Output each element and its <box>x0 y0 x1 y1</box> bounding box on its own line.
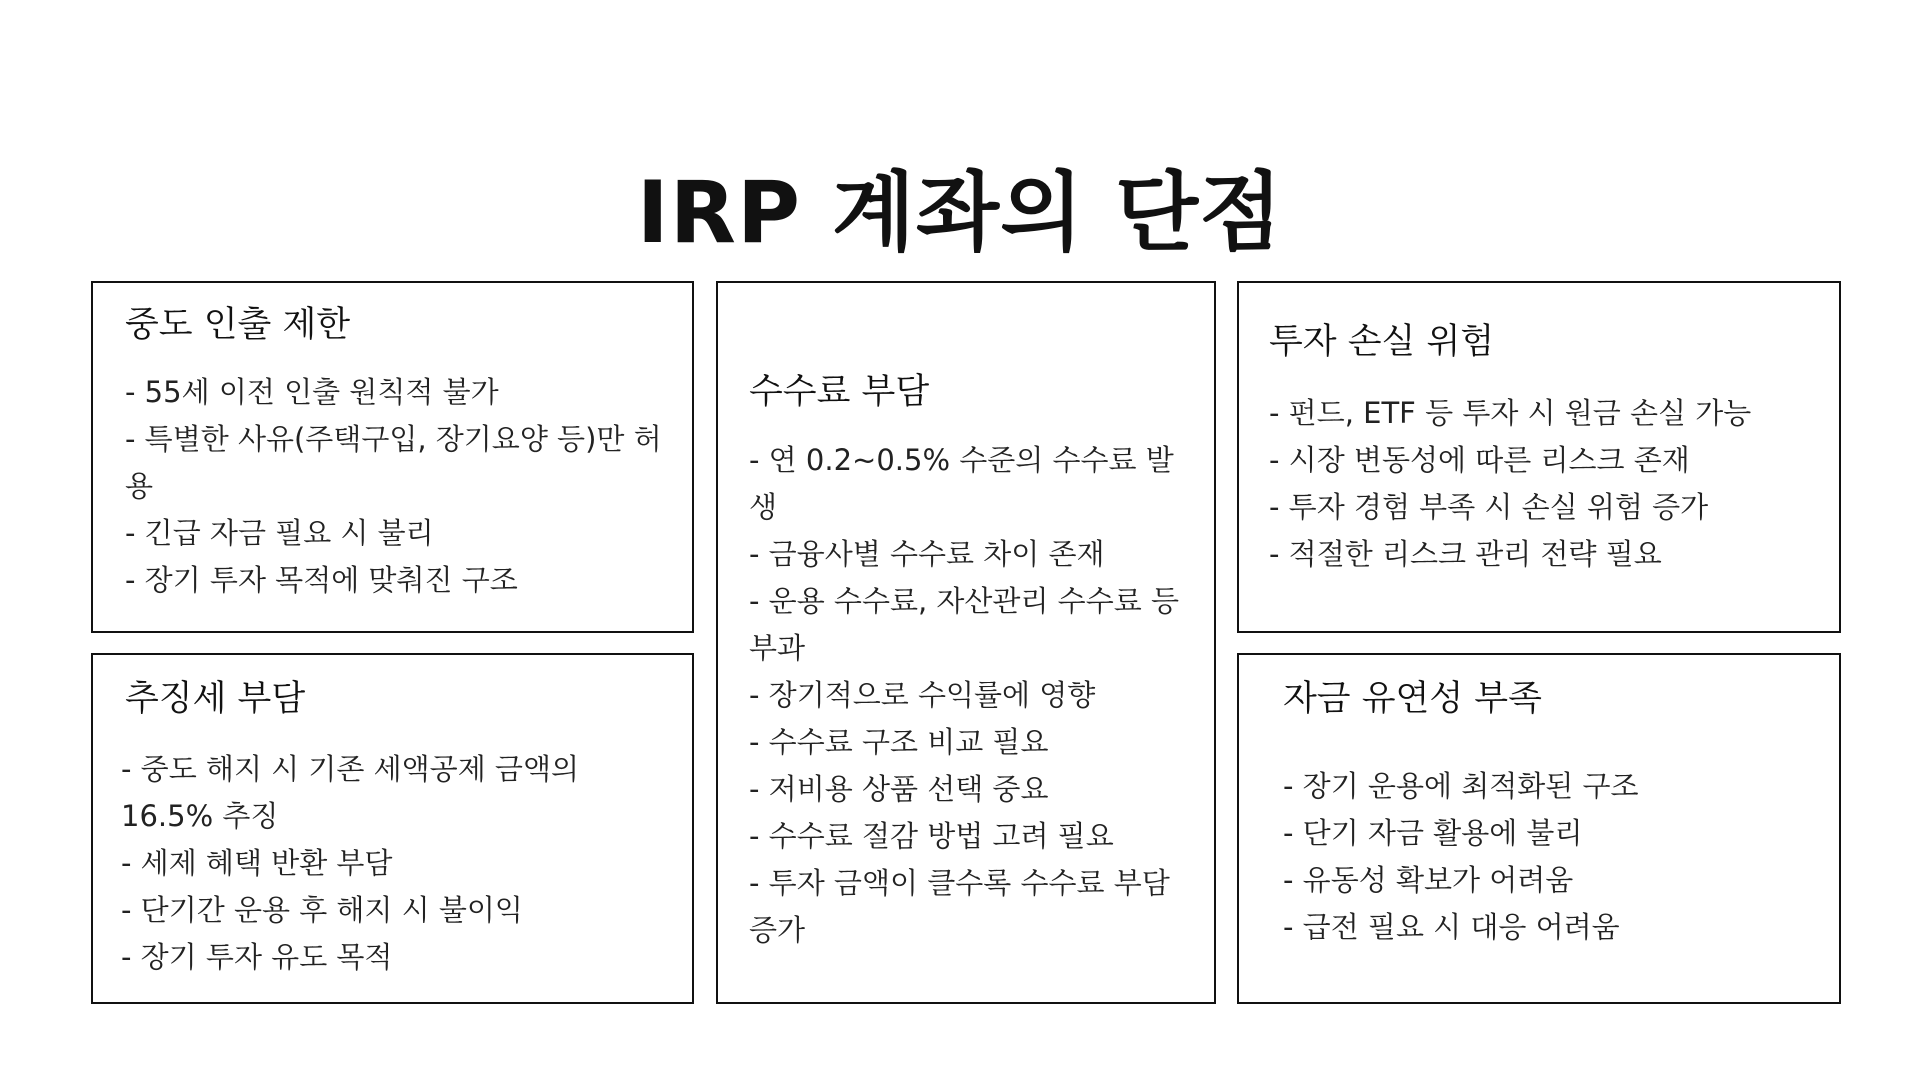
list-item: - 긴급 자금 필요 시 불리 <box>125 516 434 550</box>
list-item: - 장기 투자 목적에 맞춰진 구조 <box>125 563 518 597</box>
card-withdrawal-restriction <box>91 281 694 633</box>
card-heading: 투자 손실 위험 <box>1269 322 1495 362</box>
list-item: - 수수료 절감 방법 고려 필요 <box>749 819 1114 853</box>
list-item: - 적절한 리스크 관리 전략 필요 <box>1269 537 1662 571</box>
card-penalty-tax-burden <box>91 653 694 1004</box>
bullet-list <box>1269 390 1809 578</box>
list-item: - 장기 운용에 최적화된 구조 <box>1283 769 1639 803</box>
page-title: IRP 계좌의 단점 <box>636 162 1284 263</box>
bullet-list <box>125 369 662 604</box>
list-item: - 세제 혜택 반환 부담 <box>121 846 393 880</box>
list-item: - 금융사별 수수료 차이 존재 <box>749 537 1105 571</box>
list-item: - 단기간 운용 후 해지 시 불이익 <box>121 893 523 927</box>
card-heading: 자금 유연성 부족 <box>1283 679 1542 719</box>
card-heading: 중도 인출 제한 <box>125 305 351 345</box>
list-item: - 특별한 사유(주택구입, 장기요양 등)만 허용 <box>125 422 662 503</box>
list-item: - 운용 수수료, 자산관리 수수료 등 부과 <box>749 584 1179 665</box>
card-liquidity-shortage <box>1237 653 1841 1004</box>
bullet-list <box>749 437 1184 954</box>
list-item: - 펀드, ETF 등 투자 시 원금 손실 가능 <box>1269 396 1752 430</box>
list-item: - 투자 금액이 클수록 수수료 부담 증가 <box>749 866 1170 947</box>
list-item: - 시장 변동성에 따른 리스크 존재 <box>1269 443 1690 477</box>
list-item: - 급전 필요 시 대응 어려움 <box>1283 910 1620 944</box>
list-item: - 유동성 확보가 어려움 <box>1283 863 1574 897</box>
card-fee-burden <box>716 281 1216 1004</box>
list-item: - 중도 해지 시 기존 세액공제 금액의 16.5% 추징 <box>121 752 579 833</box>
bullet-list <box>121 746 662 981</box>
list-item: - 저비용 상품 선택 중요 <box>749 772 1049 806</box>
list-item: - 수수료 구조 비교 필요 <box>749 725 1049 759</box>
bullet-list <box>1283 763 1809 951</box>
list-item: - 장기 투자 유도 목적 <box>121 940 393 974</box>
list-item: - 연 0.2~0.5% 수준의 수수료 발생 <box>749 443 1174 524</box>
card-investment-loss-risk <box>1237 281 1841 633</box>
card-heading: 수수료 부담 <box>749 372 930 412</box>
list-item: - 단기 자금 활용에 불리 <box>1283 816 1583 850</box>
list-item: - 장기적으로 수익률에 영향 <box>749 678 1096 712</box>
list-item: - 투자 경험 부족 시 손실 위험 증가 <box>1269 490 1709 524</box>
card-heading: 추징세 부담 <box>125 679 306 719</box>
list-item: - 55세 이전 인출 원칙적 불가 <box>125 375 499 409</box>
